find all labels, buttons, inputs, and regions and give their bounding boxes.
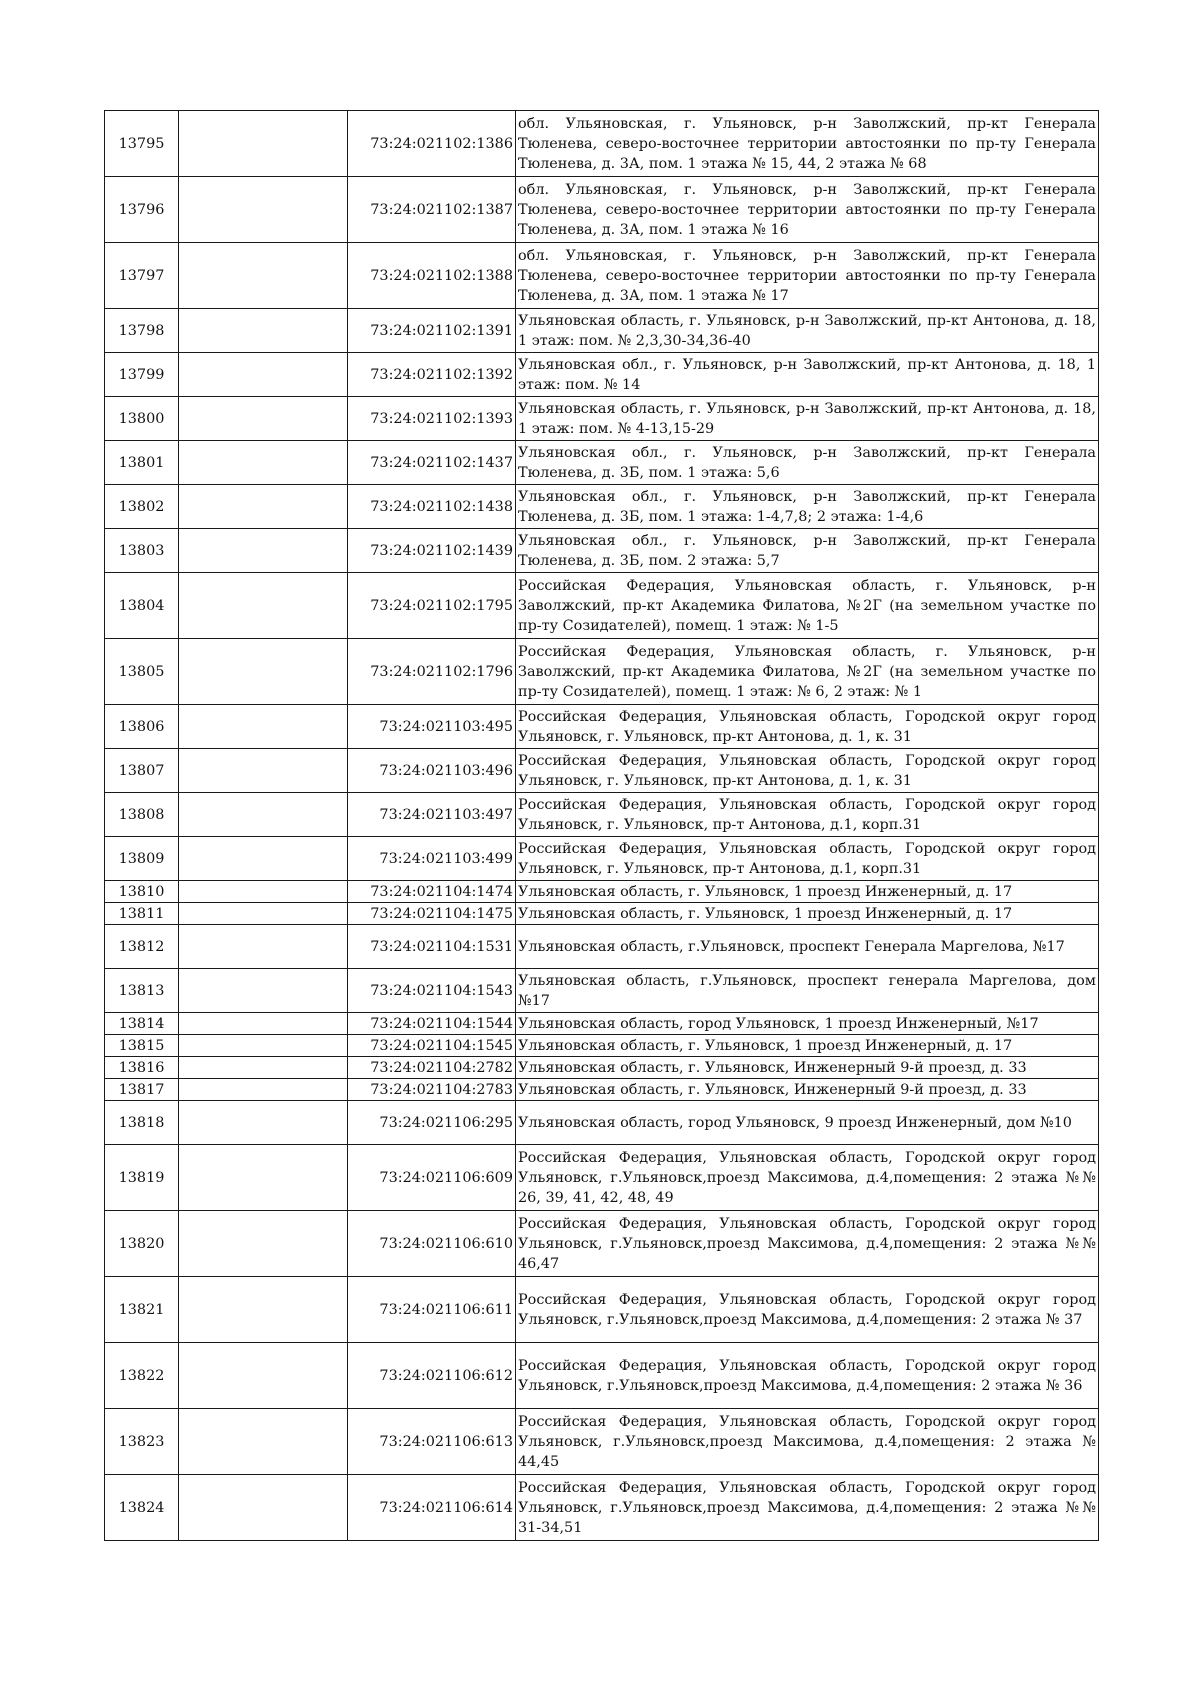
table-row — [105, 1079, 1099, 1101]
table-row — [105, 903, 1099, 925]
cadastral-number-cell: 73:24:021106:295 — [348, 1101, 516, 1145]
address-cell: обл. Ульяновская, г. Ульяновск, р-н Заволжский, пр-кт Генерала Тюленева, северо-восточнее территории автостоянки по пр-ту Генерала Тюленева, д. 3А, пом. 1 этажа № 16 — [516, 177, 1099, 243]
cadastral-number-cell: 73:24:021106:612 — [348, 1343, 516, 1409]
cadastral-number-cell: 73:24:021102:1393 — [348, 397, 516, 441]
cadastral-number-cell: 73:24:021106:611 — [348, 1277, 516, 1343]
cadastral-number-cell: 73:24:021102:1386 — [348, 111, 516, 177]
row-number-cell: 13815 — [105, 1035, 179, 1057]
empty-cell — [179, 1409, 348, 1475]
empty-cell — [179, 1145, 348, 1211]
row-number-cell: 13807 — [105, 749, 179, 793]
cadastral-number-cell: 73:24:021103:495 — [348, 705, 516, 749]
empty-cell — [179, 1013, 348, 1035]
cadastral-number-cell: 73:24:021102:1795 — [348, 573, 516, 639]
empty-cell — [179, 397, 348, 441]
row-number-cell: 13803 — [105, 529, 179, 573]
empty-cell — [179, 705, 348, 749]
cadastral-number-cell: 73:24:021104:1544 — [348, 1013, 516, 1035]
address-cell: Российская Федерация, Ульяновская область, г. Ульяновск, р-н Заволжский, пр-кт Академика Филатова, №2Г (на земельном участке по пр-ту Созидателей), помещ. 1 этаж: № 6, 2 этаж: № 1 — [516, 639, 1099, 705]
empty-cell — [179, 1343, 348, 1409]
table-row — [105, 353, 1099, 397]
row-number-cell: 13821 — [105, 1277, 179, 1343]
cadastral-number-cell: 73:24:021106:614 — [348, 1475, 516, 1541]
empty-cell — [179, 969, 348, 1013]
empty-cell — [179, 639, 348, 705]
row-number-cell: 13820 — [105, 1211, 179, 1277]
address-cell: Ульяновская обл., г. Ульяновск, р-н Заволжский, пр-кт Антонова, д. 18, 1 этаж: пом. № 14 — [516, 353, 1099, 397]
row-number-cell: 13818 — [105, 1101, 179, 1145]
cadastral-number-cell: 73:24:021103:499 — [348, 837, 516, 881]
cadastral-number-cell: 73:24:021104:1543 — [348, 969, 516, 1013]
cadastral-number-cell: 73:24:021106:613 — [348, 1409, 516, 1475]
address-cell: Российская Федерация, Ульяновская область, Городской округ город Ульяновск, г.Ульяновск,проезд Максимова, д.4,помещения: 2 этажа №№ 46,47 — [516, 1211, 1099, 1277]
table-row — [105, 925, 1099, 969]
row-number-cell: 13806 — [105, 705, 179, 749]
row-number-cell: 13801 — [105, 441, 179, 485]
table-row — [105, 529, 1099, 573]
empty-cell — [179, 1211, 348, 1277]
row-number-cell: 13799 — [105, 353, 179, 397]
row-number-cell: 13824 — [105, 1475, 179, 1541]
address-cell: Ульяновская область, г. Ульяновск, 1 проезд Инженерный, д. 17 — [516, 881, 1099, 903]
table-row — [105, 1343, 1099, 1409]
address-cell: Ульяновская область, г. Ульяновск, р-н Заволжский, пр-кт Антонова, д. 18, 1 этаж: пом. № 4-13,15-29 — [516, 397, 1099, 441]
table-row — [105, 397, 1099, 441]
cadastral-number-cell: 73:24:021102:1437 — [348, 441, 516, 485]
row-number-cell: 13795 — [105, 111, 179, 177]
address-cell: Ульяновская область, г. Ульяновск, Инженерный 9-й проезд, д. 33 — [516, 1079, 1099, 1101]
empty-cell — [179, 793, 348, 837]
cadastral-number-cell: 73:24:021104:1475 — [348, 903, 516, 925]
row-number-cell: 13808 — [105, 793, 179, 837]
row-number-cell: 13800 — [105, 397, 179, 441]
row-number-cell: 13796 — [105, 177, 179, 243]
address-cell: Ульяновская обл., г. Ульяновск, р-н Заволжский, пр-кт Генерала Тюленева, д. 3Б, пом. 1 этажа: 1-4,7,8; 2 этажа: 1-4,6 — [516, 485, 1099, 529]
address-cell: Ульяновская обл., г. Ульяновск, р-н Заволжский, пр-кт Генерала Тюленева, д. 3Б, пом. 1 этажа: 5,6 — [516, 441, 1099, 485]
row-number-cell: 13811 — [105, 903, 179, 925]
cadastral-number-cell: 73:24:021103:497 — [348, 793, 516, 837]
address-cell: Ульяновская область, город Ульяновск, 9 проезд Инженерный, дом №10 — [516, 1101, 1099, 1145]
table-row — [105, 1013, 1099, 1035]
empty-cell — [179, 925, 348, 969]
table-row — [105, 639, 1099, 705]
cadastral-number-cell: 73:24:021102:1439 — [348, 529, 516, 573]
empty-cell — [179, 837, 348, 881]
table-row — [105, 705, 1099, 749]
cadastral-number-cell: 73:24:021102:1796 — [348, 639, 516, 705]
table-row — [105, 749, 1099, 793]
table-row — [105, 1101, 1099, 1145]
row-number-cell: 13823 — [105, 1409, 179, 1475]
cadastral-number-cell: 73:24:021106:610 — [348, 1211, 516, 1277]
empty-cell — [179, 243, 348, 309]
address-cell: Ульяновская область, г. Ульяновск, 1 проезд Инженерный, д. 17 — [516, 1035, 1099, 1057]
address-cell: Российская Федерация, Ульяновская область, Городской округ город Ульяновск, г. Ульяновск, пр-т Антонова, д.1, корп.31 — [516, 793, 1099, 837]
table-row — [105, 1277, 1099, 1343]
row-number-cell: 13802 — [105, 485, 179, 529]
address-cell: Российская Федерация, Ульяновская область, Городской округ город Ульяновск, г.Ульяновск,проезд Максимова, д.4,помещения: 2 этажа № 37 — [516, 1277, 1099, 1343]
row-number-cell: 13805 — [105, 639, 179, 705]
row-number-cell: 13797 — [105, 243, 179, 309]
cadastral-number-cell: 73:24:021104:1531 — [348, 925, 516, 969]
cadastral-number-cell: 73:24:021102:1388 — [348, 243, 516, 309]
table-row — [105, 111, 1099, 177]
address-cell: Российская Федерация, Ульяновская область, Городской округ город Ульяновск, г. Ульяновск, пр-кт Антонова, д. 1, к. 31 — [516, 705, 1099, 749]
empty-cell — [179, 573, 348, 639]
address-cell: Ульяновская область, г. Ульяновск, Инженерный 9-й проезд, д. 33 — [516, 1057, 1099, 1079]
cadastral-number-cell: 73:24:021104:2782 — [348, 1057, 516, 1079]
address-cell: Российская Федерация, Ульяновская область, Городской округ город Ульяновск, г.Ульяновск,проезд Максимова, д.4,помещения: 2 этажа №№ 31-34,51 — [516, 1475, 1099, 1541]
empty-cell — [179, 881, 348, 903]
table-row — [105, 573, 1099, 639]
empty-cell — [179, 903, 348, 925]
cadastral-number-cell: 73:24:021102:1438 — [348, 485, 516, 529]
address-cell: Российская Федерация, Ульяновская область, г. Ульяновск, р-н Заволжский, пр-кт Академика Филатова, №2Г (на земельном участке по пр-ту Созидателей), помещ. 1 этаж: № 1-5 — [516, 573, 1099, 639]
address-cell: Российская Федерация, Ульяновская область, Городской округ город Ульяновск, г.Ульяновск,проезд Максимова, д.4,помещения: 2 этажа № 36 — [516, 1343, 1099, 1409]
address-cell: Ульяновская обл., г. Ульяновск, р-н Заволжский, пр-кт Генерала Тюленева, д. 3Б, пом. 2 этажа: 5,7 — [516, 529, 1099, 573]
row-number-cell: 13804 — [105, 573, 179, 639]
empty-cell — [179, 485, 348, 529]
address-cell: Российская Федерация, Ульяновская область, Городской округ город Ульяновск, г. Ульяновск, пр-т Антонова, д.1, корп.31 — [516, 837, 1099, 881]
row-number-cell: 13813 — [105, 969, 179, 1013]
empty-cell — [179, 1475, 348, 1541]
row-number-cell: 13809 — [105, 837, 179, 881]
empty-cell — [179, 177, 348, 243]
empty-cell — [179, 353, 348, 397]
cadastral-number-cell: 73:24:021104:1545 — [348, 1035, 516, 1057]
cadastral-number-cell: 73:24:021102:1391 — [348, 309, 516, 353]
empty-cell — [179, 1079, 348, 1101]
address-cell: Ульяновская область, г.Ульяновск, проспект Генерала Маргелова, №17 — [516, 925, 1099, 969]
address-cell: обл. Ульяновская, г. Ульяновск, р-н Заволжский, пр-кт Генерала Тюленева, северо-восточнее территории автостоянки по пр-ту Генерала Тюленева, д. 3А, пом. 1 этажа № 17 — [516, 243, 1099, 309]
table-row — [105, 243, 1099, 309]
address-cell: Российская Федерация, Ульяновская область, Городской округ город Ульяновск, г.Ульяновск,проезд Максимова, д.4,помещения: 2 этажа № 44,45 — [516, 1409, 1099, 1475]
registry-table — [104, 110, 1099, 1541]
address-cell: Ульяновская область, г. Ульяновск, 1 проезд Инженерный, д. 17 — [516, 903, 1099, 925]
row-number-cell: 13810 — [105, 881, 179, 903]
row-number-cell: 13819 — [105, 1145, 179, 1211]
empty-cell — [179, 1277, 348, 1343]
table-row — [105, 1035, 1099, 1057]
empty-cell — [179, 529, 348, 573]
cadastral-number-cell: 73:24:021102:1392 — [348, 353, 516, 397]
row-number-cell: 13812 — [105, 925, 179, 969]
row-number-cell: 13816 — [105, 1057, 179, 1079]
empty-cell — [179, 441, 348, 485]
address-cell: обл. Ульяновская, г. Ульяновск, р-н Заволжский, пр-кт Генерала Тюленева, северо-восточнее территории автостоянки по пр-ту Генерала Тюленева, д. 3А, пом. 1 этажа № 15, 44, 2 этажа № 68 — [516, 111, 1099, 177]
cadastral-number-cell: 73:24:021102:1387 — [348, 177, 516, 243]
table-row — [105, 1409, 1099, 1475]
address-cell: Российская Федерация, Ульяновская область, Городской округ город Ульяновск, г.Ульяновск,проезд Максимова, д.4,помещения: 2 этажа №№ 26, 39, 41, 42, 48, 49 — [516, 1145, 1099, 1211]
address-cell: Ульяновская область, г.Ульяновск, проспект генерала Маргелова, дом №17 — [516, 969, 1099, 1013]
empty-cell — [179, 749, 348, 793]
table-row — [105, 1145, 1099, 1211]
row-number-cell: 13814 — [105, 1013, 179, 1035]
cadastral-number-cell: 73:24:021104:2783 — [348, 1079, 516, 1101]
table-row — [105, 1211, 1099, 1277]
cadastral-number-cell: 73:24:021103:496 — [348, 749, 516, 793]
table-row — [105, 1475, 1099, 1541]
table-row — [105, 177, 1099, 243]
table-row — [105, 793, 1099, 837]
empty-cell — [179, 1035, 348, 1057]
table-row — [105, 969, 1099, 1013]
registry-table-body — [105, 111, 1099, 1541]
address-cell: Российская Федерация, Ульяновская область, Городской округ город Ульяновск, г. Ульяновск, пр-кт Антонова, д. 1, к. 31 — [516, 749, 1099, 793]
row-number-cell: 13822 — [105, 1343, 179, 1409]
table-row — [105, 837, 1099, 881]
empty-cell — [179, 1057, 348, 1079]
cadastral-number-cell: 73:24:021104:1474 — [348, 881, 516, 903]
address-cell: Ульяновская область, город Ульяновск, 1 проезд Инженерный, №17 — [516, 1013, 1099, 1035]
table-row — [105, 441, 1099, 485]
row-number-cell: 13817 — [105, 1079, 179, 1101]
empty-cell — [179, 1101, 348, 1145]
address-cell: Ульяновская область, г. Ульяновск, р-н Заволжский, пр-кт Антонова, д. 18, 1 этаж: пом. № 2,3,30-34,36-40 — [516, 309, 1099, 353]
table-row — [105, 881, 1099, 903]
empty-cell — [179, 309, 348, 353]
row-number-cell: 13798 — [105, 309, 179, 353]
empty-cell — [179, 111, 348, 177]
table-row — [105, 485, 1099, 529]
table-row — [105, 309, 1099, 353]
table-row — [105, 1057, 1099, 1079]
cadastral-number-cell: 73:24:021106:609 — [348, 1145, 516, 1211]
